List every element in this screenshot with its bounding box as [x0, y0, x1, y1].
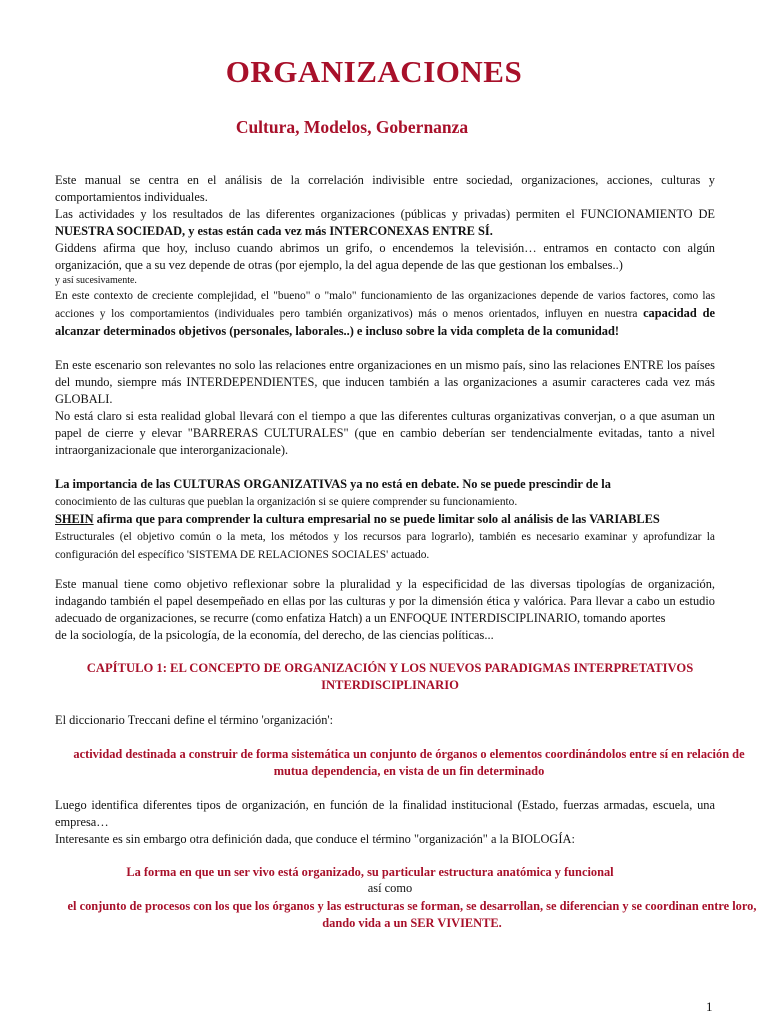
intro-paragraph-4-bold: capacidad de alcanzar determinados objetivos (personales, laborales..) e incluso sobre la vida completa de la comunidad!	[55, 306, 715, 338]
page-title: ORGANIZACIONES	[225, 54, 523, 89]
definition-quote-2-connector: así como	[367, 881, 413, 895]
intro-paragraph-2-bold: NUESTRA SOCIEDAD, y estas están cada vez más INTERCONEXAS ENTRE SÍ.	[55, 224, 493, 238]
scenario-paragraph-2: No está claro si esta realidad global llevará con el tiempo a que las diferentes culturas organizativas converjan, o a que asuman un papel de cierre y elevar "BARRERAS CULTURALES" (que en cambio deberían ser tendencialmente evitadas, tanto a nivel intraorganizacionale que interorganizacionale).	[55, 409, 715, 457]
scenario-section	[55, 357, 715, 459]
intro-section	[55, 172, 715, 340]
definition-quote-1: actividad destinada a construir de forma sistemática un conjunto de órganos o elementos coordinándolos entre sí en relación de mutua dependencia, en vista de un fin determinado	[73, 747, 745, 778]
cultures-paragraph-2: Estructurales (el objetivo común o la meta, los métodos y los recursos para lograrlo), también es necesario examinar y aprofundizar la configuración del específico 'SISTEMA DE RELACIONES SOCIALES' actuado.	[55, 531, 715, 561]
cultures-paragraph-1: conocimiento de las culturas que pueblan la organización si se quiere comprender su funcionamiento.	[55, 496, 518, 508]
chapter-heading	[60, 660, 720, 694]
purpose-paragraph-2: de la sociología, de la psicología, de la economía, del derecho, de las ciencias políticas...	[55, 628, 494, 642]
intro-paragraph-4: En este contexto de creciente complejidad, el "bueno" o "malo" funcionamiento de las organizaciones depende de varios factores, como las acciones y los comportamientos (individuales pero también organizativos) más o menos orientados, influyen en nuestra	[55, 290, 715, 320]
intro-paragraph-3-small: y así sucesivamente.	[55, 275, 137, 286]
chapter-heading-line-2: INTERDISCIPLINARIO	[321, 678, 459, 692]
definition-quote-2-line-1: La forma en que un ser vivo está organizado, su particular estructura anatómica y funcional	[126, 865, 614, 879]
page-subtitle: Cultura, Modelos, Gobernanza	[235, 117, 469, 137]
cultures-paragraph-1-bold: La importancia de las CULTURAS ORGANIZATIVAS ya no está en debate. No se puede prescindir de la	[55, 477, 611, 491]
page-number: 1	[706, 999, 713, 1014]
purpose-section	[55, 576, 715, 644]
intro-paragraph-2: Las actividades y los resultados de las diferentes organizaciones (públicas y privadas) permiten el FUNCIONAMIENTO DE	[55, 207, 715, 221]
types-paragraph-2: Interesante es sin embargo otra definición dada, que conduce el término "organización" a la BIOLOGÍA:	[55, 832, 575, 846]
shein-reference: SHEIN	[55, 512, 94, 526]
types-paragraph-1: Luego identifica diferentes tipos de organización, en función de la finalidad institucional (Estado, fuerzas armadas, escuela, una empresa…	[55, 798, 715, 829]
types-section	[55, 797, 715, 848]
treccani-intro: El diccionario Treccani define el término 'organización':	[55, 713, 334, 727]
cultures-section	[55, 476, 715, 564]
intro-paragraph-3: Giddens afirma que hoy, incluso cuando abrimos un grifo, o encendemos la televisión… entramos en contacto con algún organización, que a su vez depende de otras (por ejemplo, la del agua depende de las que gestionan los embalses..)	[55, 241, 715, 272]
purpose-paragraph-1: Este manual tiene como objetivo reflexionar sobre la pluralidad y la especificidad de las diversas tipologías de organización, indagando también el papel desempeñado en ellas por las culturas y por la dimensión ética y valórica. Para llevar a cabo un estudio adecuado de organizaciones, se recurre (como enfatiza Hatch) a un ENFOQUE INTERDISCIPLINARIO, tomando aportes	[55, 577, 715, 625]
intro-paragraph-1: Este manual se centra en el análisis de la correlación indivisible entre sociedad, organizaciones, acciones, culturas y comportamientos individuales.	[55, 173, 715, 204]
definition-quote-2-line-2: el conjunto de procesos con los que los órganos y las estructuras se forman, se desarrollan, se diferencian y se coordinan entre loro, dando vida a un SER VIVIENTE.	[67, 899, 757, 930]
chapter-heading-line-1: CAPÍTULO 1: EL CONCEPTO DE ORGANIZACIÓN Y LOS NUEVOS PARADIGMAS INTERPRETATIVOS	[86, 661, 694, 675]
cultures-paragraph-2-bold: afirma que para comprender la cultura empresarial no se puede limitar solo al análisis de las VARIABLES	[93, 512, 660, 526]
scenario-paragraph-1: En este escenario son relevantes no solo las relaciones entre organizaciones en un mismo país, sino las relaciones ENTRE los países del mundo, siempre más INTERDEPENDIENTES, que inducen también a las organizaciones a asumir caracteres cada vez más GLOBALI.	[55, 358, 715, 406]
